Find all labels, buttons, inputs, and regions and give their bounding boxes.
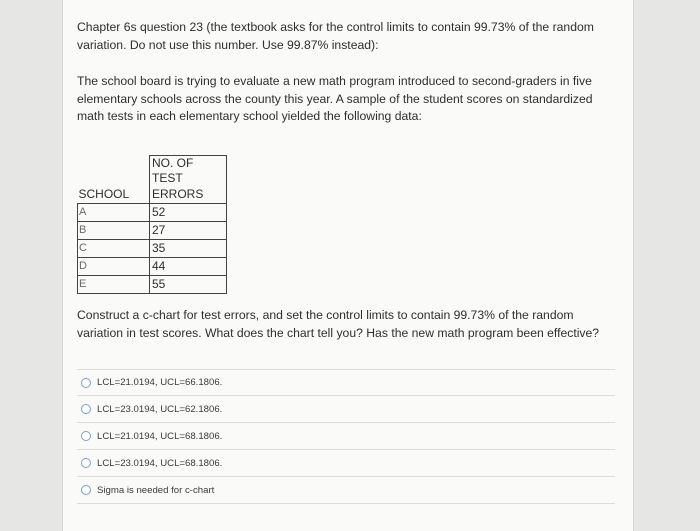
data-table [77, 155, 227, 294]
question-scenario: The school board is trying to evaluate a new math program introduced to second-graders in five elementary schools across the county this year. A sample of the student scores on standardized math tests in each elementary school yielded the following data: [77, 74, 593, 124]
errors-cell: 55 [150, 276, 227, 294]
answer-option-3[interactable] [77, 423, 615, 450]
header-errors-line2: ERRORS [150, 186, 227, 204]
table-row [78, 258, 227, 276]
errors-cell: 52 [150, 204, 227, 222]
question-prompt: Construct a c-chart for test errors, and set the control limits to contain 99.73% of the random variation in test scores. What does the chart tell you? Has the new math program been effective? [77, 308, 600, 340]
table-row [78, 276, 227, 294]
school-cell: A [78, 204, 150, 222]
question-intro: Chapter 6s question 23 (the textbook asks for the control limits to contain 99.73% of the random variation. Do not use this number. Use 99.87% instead): [77, 20, 594, 52]
table-row [78, 240, 227, 258]
school-cell: E [78, 276, 150, 294]
errors-cell: 27 [150, 222, 227, 240]
answer-options [77, 369, 615, 504]
answer-option-label: LCL=23.0194, UCL=62.1806. [97, 403, 223, 415]
answer-option-label: LCL=21.0194, UCL=66.1806. [97, 377, 223, 388]
radio-icon[interactable] [81, 431, 91, 441]
radio-icon[interactable] [81, 485, 91, 495]
school-cell: B [78, 222, 150, 240]
errors-cell: 44 [150, 258, 227, 276]
answer-option-2[interactable] [77, 396, 615, 423]
table-row [78, 222, 227, 240]
answer-option-label: Sigma is needed for c-chart [97, 484, 215, 496]
answer-option-label: LCL=23.0194, UCL=68.1806. [97, 457, 223, 469]
radio-icon[interactable] [81, 404, 91, 414]
school-cell: D [78, 258, 150, 276]
radio-icon[interactable] [81, 378, 91, 388]
answer-option-label: LCL=21.0194, UCL=68.1806. [97, 430, 223, 442]
table-row [78, 204, 227, 222]
answer-option-1[interactable] [77, 369, 615, 396]
answer-option-4[interactable] [77, 450, 615, 477]
answer-option-5[interactable] [77, 477, 615, 504]
question-card [62, 0, 634, 531]
school-cell: C [78, 240, 150, 258]
header-school: SCHOOL [78, 186, 150, 204]
header-errors-line1: NO. OF TEST [150, 156, 227, 187]
radio-icon[interactable] [81, 458, 91, 468]
errors-cell: 35 [150, 240, 227, 258]
